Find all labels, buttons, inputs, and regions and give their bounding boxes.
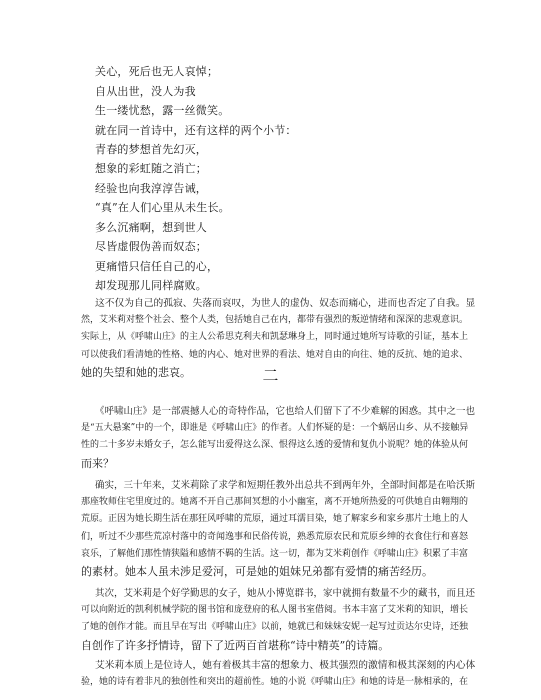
paragraph: [81, 477, 477, 580]
verse-line: 青春的梦想首先幻灭，: [95, 143, 207, 156]
verse-line: 更痛惜只信任自己的心，: [95, 260, 219, 273]
paragraph-line: 可以使我们看清她的性格、她的内心、她对世界的看法、她对自由的向往、她的反抗、她的追求、: [81, 349, 469, 360]
paragraph: [81, 585, 477, 654]
paragraph-line: 哀乐，了解他们那性情狭隘和感情不羁的生活。这一切，都为艾米莉创作《呼啸山庄》积累了丰富: [81, 548, 469, 559]
verse-line: 想象的彩虹随之消亡；: [95, 162, 207, 175]
paragraph-line: 荒原。正因为她长期生活在那狂风呼啸的荒原，通过耳濡目染，她了解家乡和家乡那片土地上的人: [81, 514, 469, 525]
paragraph-line: 验，她的诗有着非凡的独创性和突出的超前性。她的小说《呼啸山庄》和她的诗是一脉相承的，在: [81, 677, 469, 688]
paragraph-line: 其次，艾米莉是个好学勤思的女子，她从小博览群书，家中就拥有数量不少的藏书，而且还: [95, 588, 476, 599]
paragraph-line: 自创作了许多抒情诗，留下了近两百首堪称“诗中精英”的诗篇。: [81, 638, 390, 652]
paragraph-line: 艾米莉本质上是位诗人，她有着极其丰富的想象力、极其强烈的激情和极其深刻的内心体: [95, 660, 476, 671]
verse-line: 经验也向我淳淳告诫，: [95, 182, 207, 195]
paragraph-line: 这不仅为自己的孤寂、失落而哀叹，为世人的虚伪、奴态而痛心，进而也否定了自我。显: [95, 298, 476, 309]
paragraph-line: 们，听过不少那些荒凉村落中的奇闻逸事和民俗传说，熟悉荒原农民和荒原乡绅的衣食住行和喜怒: [81, 531, 469, 542]
paragraph-line: 她的失望和她的悲哀。: [81, 365, 191, 379]
paragraph-line: 是“五大悬案”中的一个，即谁是《呼啸山庄》的作者。人们怀疑的是：一个蜗居山乡、从不接触异: [81, 423, 469, 434]
paragraph: [81, 403, 477, 472]
paragraph-line: 实际上，从《呼啸山庄》的主人公希思克利夫和凯瑟琳身上，同时通过她所写诗歌的引证，基本上: [81, 332, 469, 343]
verse-line: 尽皆虚假伪善而奴态；: [95, 240, 207, 253]
verse-line: 多么沉痛啊，想到世人: [95, 221, 207, 234]
paragraph-line: 可以向附近的凯利机械学院的图书馆和庞登府的私人图书室借阅。书本丰富了艾米莉的知识，增长: [81, 605, 469, 616]
paragraph-line: 性的二十多岁未婚女子，怎么能写出爱得这么深、恨得这么透的爱情和复仇小说呢？她的体验从何: [81, 440, 469, 451]
paragraph-line: 那座牧师住宅里度过的。她离不开自己那间冥想的小小幽室，离不开她所热爱的可供她自由翱翔的: [81, 497, 469, 508]
paragraph-line: 了她的创作才能。而且早在写出《呼啸山庄》以前，她就已和妹妹安妮一起写过贡达尔史诗，还独: [81, 622, 469, 633]
verse-line: 却发现那儿同样腐败。: [95, 279, 207, 292]
paragraph-line: 确实，三十年来，艾米莉除了求学和短期任教外出总共不到两年外，全部时间都是在哈沃斯: [95, 480, 476, 491]
verse-line: “真”在人们心里从未生长。: [95, 201, 230, 214]
paragraph-line: 然，艾米莉对整个社会、整个人类，包括她自己在内，都带有强烈的叛逆情绪和深深的悲观意识。: [81, 315, 469, 326]
verse-line: 生一缕忧愁，露一丝微笑。: [95, 104, 230, 117]
paragraph-line: 《呼啸山庄》是一部震撼人心的奇特作品，它也给人们留下了不少难解的困惑。其中之一也: [95, 406, 476, 417]
verse-line: 关心，死后也无人哀悼；: [95, 65, 219, 78]
section-heading: 二: [262, 366, 279, 385]
paragraph-line: 的素材。她本人虽未涉足爱河，可是她的姐妹兄弟都有爱情的痛苦经历。: [81, 565, 433, 579]
verse-intro-line: 就在同一首诗中，还有这样的两个小节：: [95, 124, 297, 137]
paragraph-line: 而来？: [81, 456, 114, 470]
verse-line: 自从出世，没人为我: [95, 85, 196, 98]
paragraph: [81, 657, 477, 691]
